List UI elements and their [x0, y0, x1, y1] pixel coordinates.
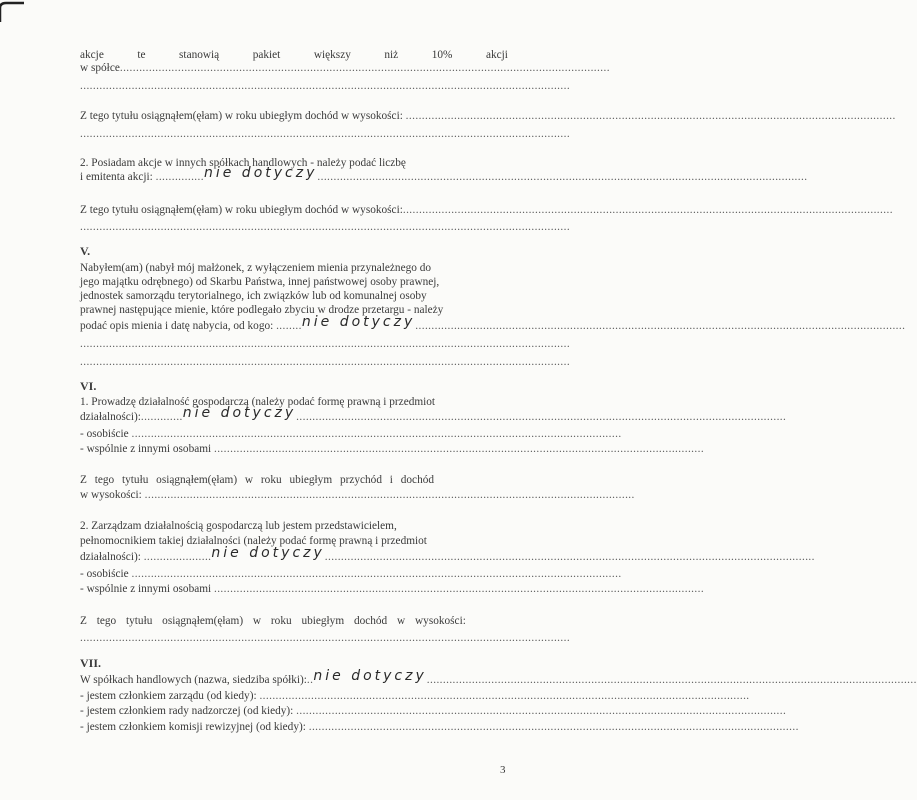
management-line-1: 2. Zarządzam działalnością gospodarczą lub jestem przedstawicielem, — [80, 520, 397, 532]
section-v-line-1: Nabyłem(am) (nabył mój małżonek, z wyłączeniem mienia przynależnego do — [80, 262, 432, 274]
section-v-heading: V. — [80, 244, 91, 258]
handwritten-entry: nie dotyczy — [182, 405, 297, 421]
personally-line-2: - osobiście ........................................................................................................................................................ — [80, 568, 622, 580]
fill-dots: ........................................................................................................................................................ — [144, 489, 635, 501]
page-number: 3 — [500, 764, 506, 776]
income-line-2: Z tego tytułu osiągnąłem(ęłam) w roku ubiegłym dochód w wysokości:........................................................................................................................................................ — [80, 204, 893, 216]
companies-line: W spółkach handlowych (nazwa, siedziba spółki):..nie dotyczy........................................................................................................................................................ — [80, 668, 917, 686]
shares-other-line-2: i emitenta akcji: ...............nie dotyczy........................................................................................................................................................ — [80, 165, 808, 183]
handwritten-entry: nie dotyczy — [203, 165, 318, 181]
section-v-line-3: jednostek samorządu terytorialnego, ich związków lub od komunalnej osoby — [80, 290, 427, 302]
fill-line — [80, 338, 571, 351]
fill-dots: ........................................................................................................................................................ — [402, 204, 893, 216]
section-v-line-4: prawnej następujące mienie, które podlegało zbyciu w drodze przetargu - należy — [80, 304, 444, 316]
fill-dots: ........................................................................................................................................................ — [415, 320, 906, 332]
fill-dots: ........................................................................................................................................................ — [213, 443, 705, 455]
section-v-line-2: jego majątku odrębnego) od Skarbu Państwa, innej państwowej osoby prawnej, — [80, 276, 440, 288]
handwritten-entry: nie dotyczy — [211, 545, 325, 561]
revenue-line-2: w wysokości: ........................................................................................................................................................ — [80, 489, 635, 501]
word: akcje — [80, 49, 104, 61]
fill-dots: ........ — [276, 320, 302, 332]
fill-dots: ............. — [140, 411, 183, 423]
fill-dots: ........................................................................................................................................................ — [405, 110, 896, 122]
word: te — [137, 49, 146, 61]
business-line-2: działalności):.............nie dotyczy........................................................................................................................................................ — [80, 405, 787, 423]
fill-dots: ........................................................................................................................................................ — [80, 356, 571, 368]
management-line-3: działalności): .....................nie dotyczy........................................................................................................................................................ — [80, 545, 815, 563]
section-vi-heading: VI. — [80, 379, 97, 393]
fill-dots: ........................................................................................................................................................ — [131, 428, 622, 440]
word: pakiet — [252, 49, 281, 61]
fill-dots: ........................................................................................................................................................ — [426, 674, 917, 686]
word: akcji — [485, 49, 508, 61]
management-line-2: pełnomocnikiem takiej działalności (należy podać formę prawną i przedmiot — [80, 535, 427, 547]
shares-other-line-1: 2. Posiadam akcje w innych spółkach handlowych - należy podać liczbę — [80, 157, 406, 169]
section-v-line-5: podać opis mienia i datę nabycia, od kogo: ........nie dotyczy........................................................................................................................................................ — [80, 314, 906, 332]
shares-continuation-line — [80, 49, 508, 62]
scan-corner-mark — [0, 0, 24, 24]
fill-dots: ..................... — [143, 551, 212, 563]
fill-dots: ........................................................................................................................................................ — [317, 171, 808, 183]
fill-dots: .. — [306, 674, 314, 686]
word: 10% — [431, 49, 453, 61]
handwritten-entry: nie dotyczy — [313, 668, 427, 684]
jointly-line: - wspólnie z innymi osobami ........................................................................................................................................................ — [80, 443, 705, 455]
fill-dots: ............... — [155, 171, 204, 183]
income-line-3: Z tego tytułu osiągnąłem(ęłam) w roku ubiegłym dochód w wysokości: — [80, 615, 466, 627]
fill-dots: ........................................................................................................................................................ — [80, 632, 571, 644]
section-vii-heading: VII. — [80, 656, 102, 670]
fill-dots: ........................................................................................................................................................ — [119, 62, 610, 74]
company-line: w spółce........................................................................................................................................................ — [80, 62, 610, 74]
fill-dots: ........................................................................................................................................................ — [80, 128, 571, 140]
fill-dots: ........................................................................................................................................................ — [131, 568, 622, 580]
fill-dots: ........................................................................................................................................................ — [259, 690, 750, 702]
business-line-1: 1. Prowadzę działalność gospodarczą (należy podać formę prawną i przedmiot — [80, 396, 436, 408]
fill-line — [80, 128, 571, 141]
fill-dots: ........................................................................................................................................................ — [80, 80, 571, 92]
word: niż — [384, 49, 399, 61]
fill-dots: ........................................................................................................................................................ — [80, 338, 571, 350]
word: większy — [313, 49, 351, 61]
revenue-line-1: Z tego tytułu osiągnąłem(ęłam) w roku ubiegłym przychód i dochód — [80, 474, 435, 486]
fill-dots: ........................................................................................................................................................ — [296, 705, 787, 717]
fill-dots: ........................................................................................................................................................ — [80, 221, 571, 233]
audit-committee-line: - jestem członkiem komisji rewizyjnej (od kiedy): ........................................................................................................................................................ — [80, 721, 799, 733]
word: stanowią — [179, 49, 220, 61]
jointly-line-2: - wspólnie z innymi osobami ........................................................................................................................................................ — [80, 583, 705, 595]
fill-line — [80, 80, 571, 93]
income-line-1: Z tego tytułu osiągnąłem(ęłam) w roku ubiegłym dochód w wysokości: ........................................................................................................................................................ — [80, 110, 896, 122]
supervisory-board-line: - jestem członkiem rady nadzorczej (od kiedy): ........................................................................................................................................................ — [80, 705, 787, 717]
handwritten-entry: nie dotyczy — [301, 314, 416, 330]
fill-dots: ........................................................................................................................................................ — [308, 721, 799, 733]
fill-line — [80, 632, 571, 645]
fill-line — [80, 221, 571, 234]
fill-dots: ........................................................................................................................................................ — [213, 583, 705, 595]
fill-line — [80, 356, 571, 369]
board-member-line: - jestem członkiem zarządu (od kiedy): ........................................................................................................................................................ — [80, 690, 750, 702]
personally-line: - osobiście ........................................................................................................................................................ — [80, 428, 622, 440]
fill-dots: ........................................................................................................................................................ — [296, 411, 787, 423]
fill-dots: ........................................................................................................................................................ — [324, 551, 815, 563]
